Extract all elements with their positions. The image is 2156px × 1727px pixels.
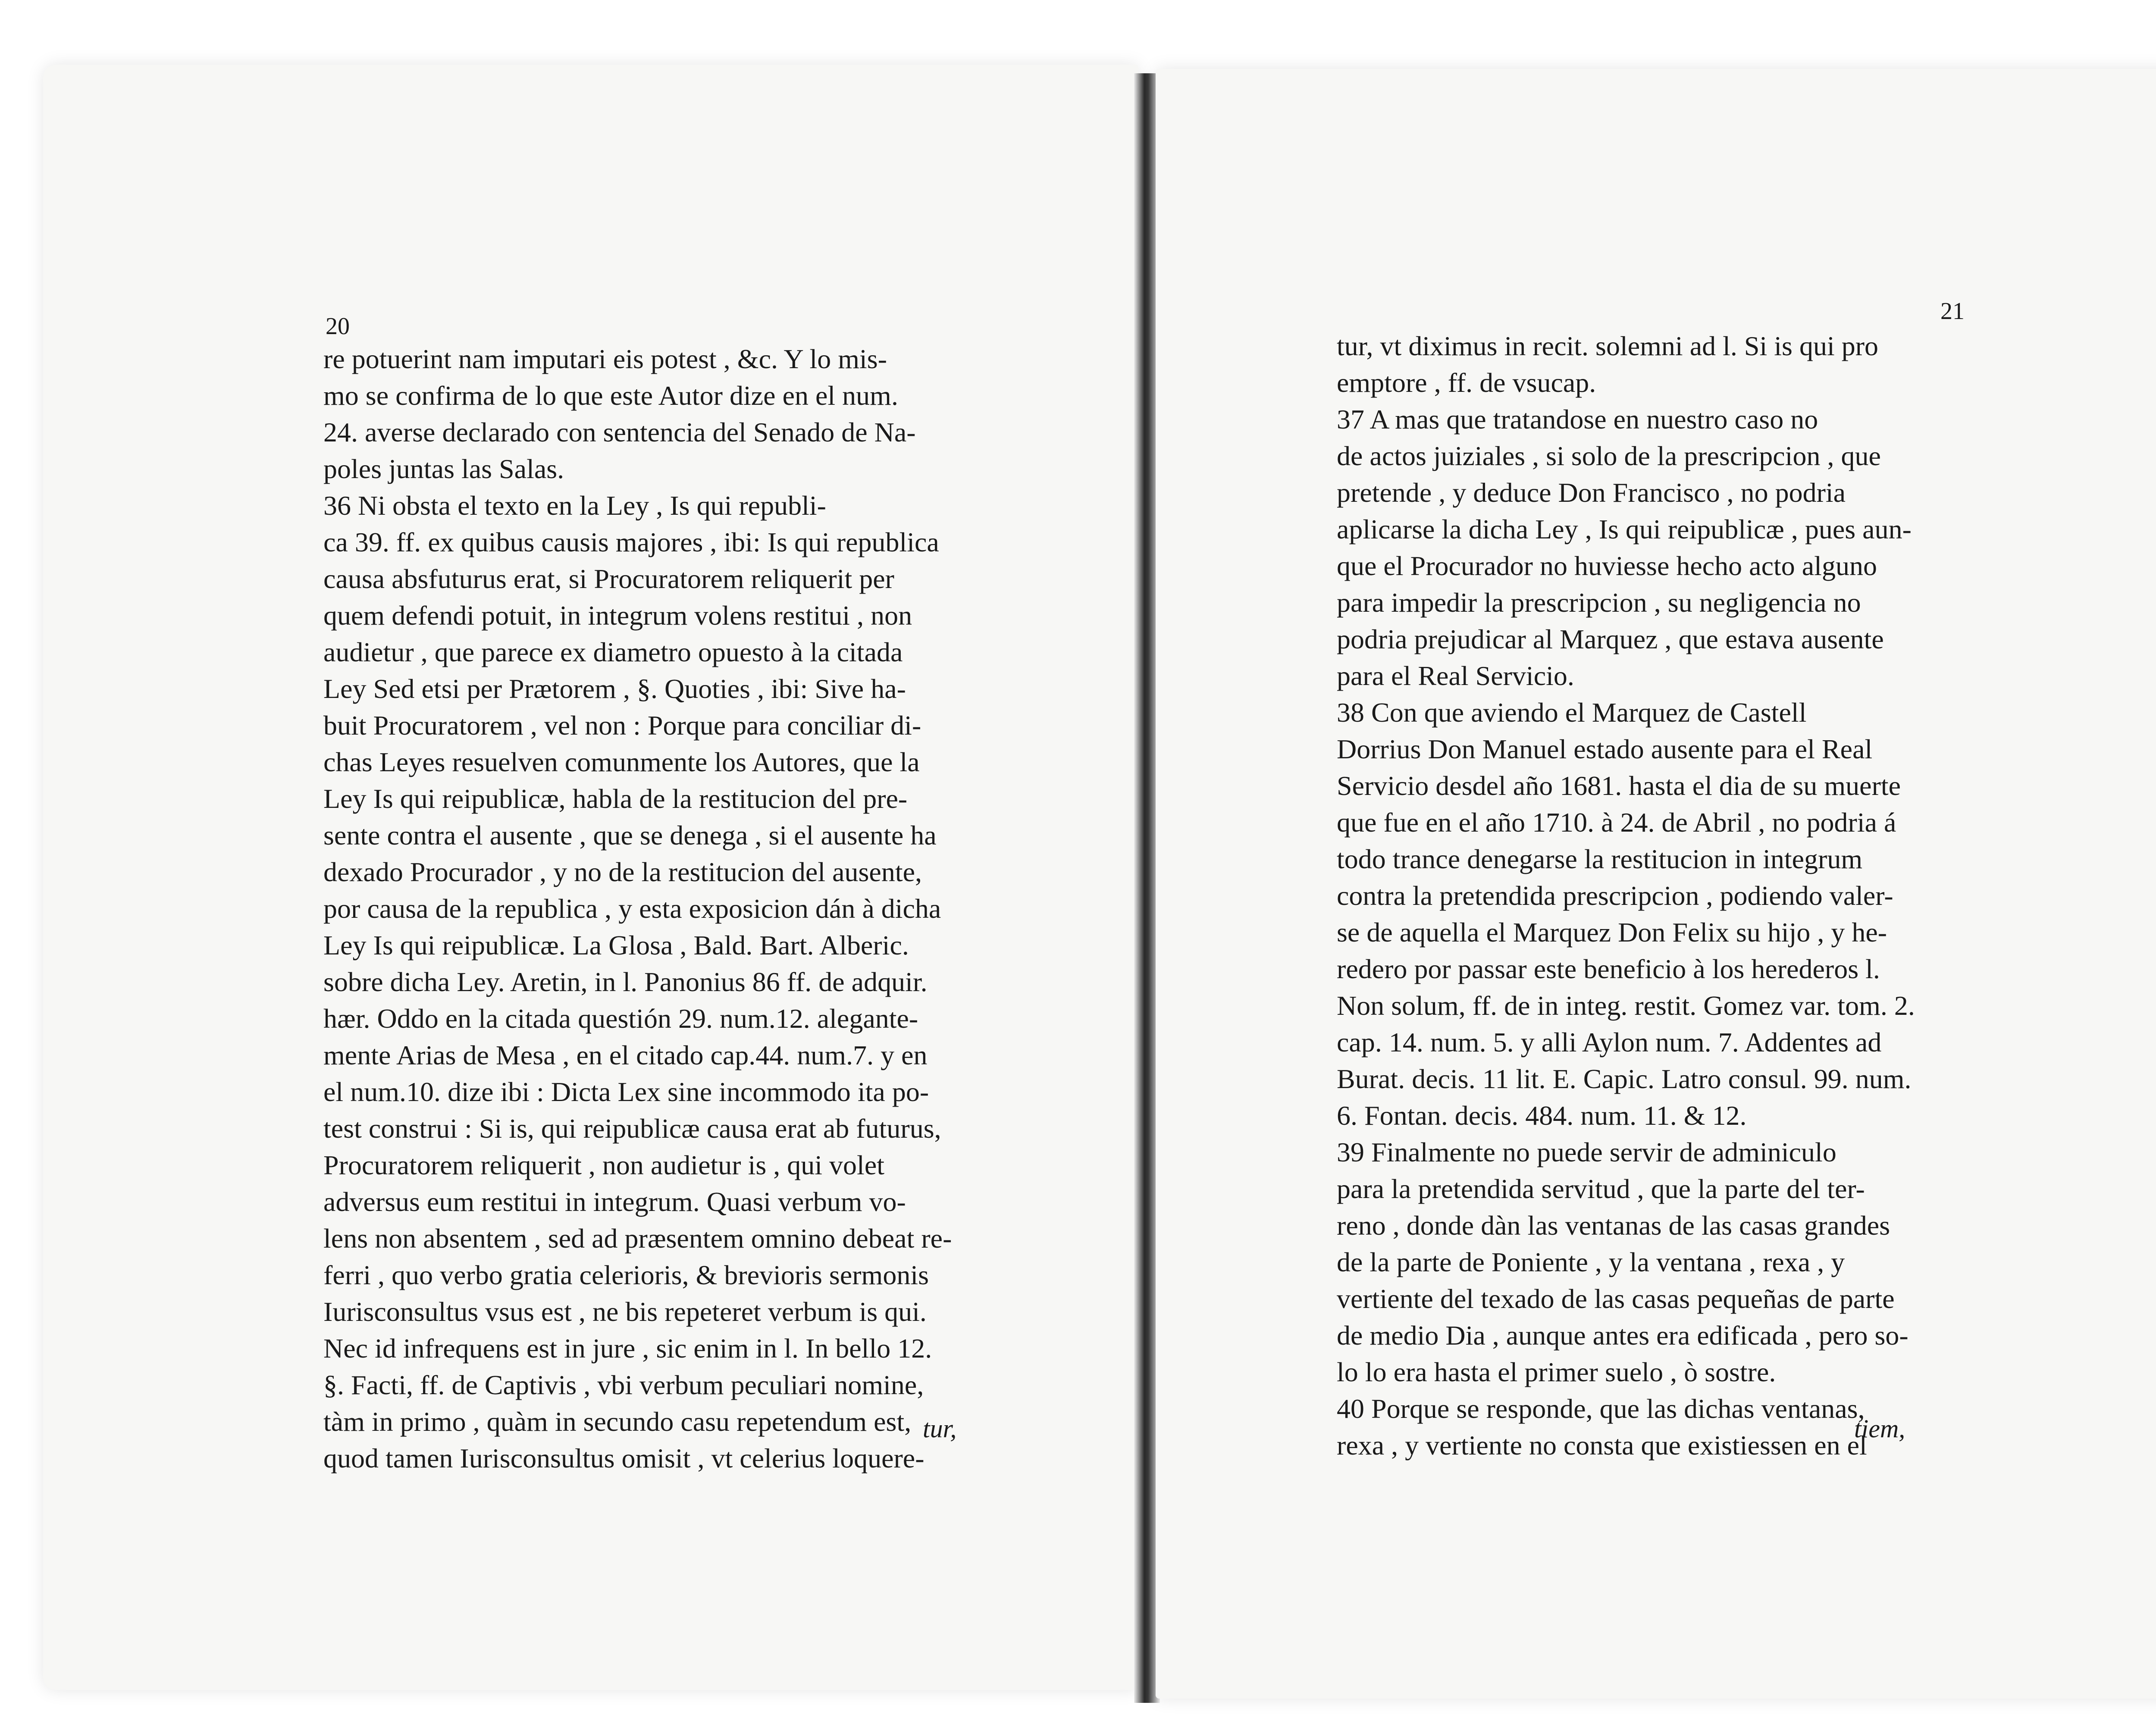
text-line: Ley Is qui reipublicæ, habla de la restitucion del pre-: [323, 783, 908, 814]
text-line: tàm in primo , quàm in secundo casu repetendum est,: [323, 1406, 912, 1437]
text-line: el num.10. dize ibi : Dicta Lex sine incommodo ita po-: [323, 1076, 929, 1107]
text-line: poles juntas las Salas.: [323, 454, 564, 484]
text-line: contra la pretendida prescripcion , podiendo valer-: [1337, 880, 1893, 911]
text-line: por causa de la republica , y esta exposicion dán à dicha: [323, 893, 941, 924]
page-number-left: 20: [326, 313, 350, 340]
text-line: 24. averse declarado con sentencia del Senado de Na-: [323, 417, 916, 447]
page-number-right: 21: [1940, 298, 1965, 325]
text-line: que fue en el año 1710. à 24. de Abril , no podria á: [1337, 807, 1896, 838]
catchword-right: tiem,: [1854, 1414, 1905, 1443]
text-line: chas Leyes resuelven comunmente los Autores, que la: [323, 747, 920, 777]
text-line: lo lo era hasta el primer suelo , ò sostre.: [1337, 1357, 1776, 1387]
text-line: 40 Porque se responde, que las dichas ventanas,: [1337, 1393, 1865, 1424]
text-line: Non solum, ff. de in integ. restit. Gomez var. tom. 2.: [1337, 990, 1915, 1021]
text-line: rexa , y vertiente no consta que existiessen en el: [1337, 1430, 1867, 1461]
catchword-left: tur,: [923, 1414, 957, 1443]
text-line: Servicio desdel año 1681. hasta el dia de su muerte: [1337, 770, 1901, 801]
left-page-text: [323, 341, 1035, 1477]
text-line: quod tamen Iurisconsultus omisit , vt celerius loquere-: [323, 1443, 924, 1474]
text-line: para la pretendida servitud , que la parte del ter-: [1337, 1173, 1865, 1204]
text-line: hær. Oddo en la citada questión 29. num.12. alegante-: [323, 1003, 918, 1034]
text-line: sobre dicha Ley. Aretin, in l. Panonius 86 ff. de adquir.: [323, 967, 928, 997]
text-line: 39 Finalmente no puede servir de adminiculo: [1337, 1137, 1836, 1167]
text-line: vertiente del texado de las casas pequeñas de parte: [1337, 1283, 1895, 1314]
text-line: 37 A mas que tratandose en nuestro caso no: [1337, 404, 1818, 435]
text-line: cap. 14. num. 5. y alli Aylon num. 7. Addentes ad: [1337, 1027, 1882, 1057]
text-line: Ley Sed etsi per Prætorem , §. Quoties , ibi: Sive ha-: [323, 673, 906, 704]
text-line: buit Procuratorem , vel non : Porque para conciliar di-: [323, 710, 921, 741]
text-line: Procuratorem reliquerit , non audietur is , qui volet: [323, 1150, 884, 1180]
text-line: 38 Con que aviendo el Marquez de Castell: [1337, 697, 1807, 728]
text-line: tur, vt diximus in recit. solemni ad l. Si is qui pro: [1337, 331, 1879, 361]
text-line: para el Real Servicio.: [1337, 660, 1574, 691]
right-page-text: [1337, 328, 2070, 1464]
text-line: lens non absentem , sed ad præsentem omnino debeat re-: [323, 1223, 952, 1254]
text-line: quem defendi potuit, in integrum volens restitui , non: [323, 600, 912, 631]
text-line: causa absfuturus erat, si Procuratorem reliquerit per: [323, 563, 894, 594]
text-line: mente Arias de Mesa , en el citado cap.44. num.7. y en: [323, 1040, 928, 1070]
text-line: 6. Fontan. decis. 484. num. 11. & 12.: [1337, 1100, 1747, 1131]
text-line: emptore , ff. de vsucap.: [1337, 367, 1596, 398]
text-line: adversus eum restitui in integrum. Quasi verbum vo-: [323, 1186, 906, 1217]
right-page: [1156, 69, 2156, 1699]
text-line: aplicarse la dicha Ley , Is qui reipublicæ , pues aun-: [1337, 514, 1912, 544]
text-line: Iurisconsultus vsus est , ne bis repeteret verbum is qui.: [323, 1296, 927, 1327]
text-line: §. Facti, ff. de Captivis , vbi verbum peculiari nomine,: [323, 1370, 924, 1400]
text-line: que el Procurador no huviesse hecho acto alguno: [1337, 551, 1877, 581]
text-line: ca 39. ff. ex quibus causis majores , ibi: Is qui republica: [323, 527, 939, 557]
text-line: reno , donde dàn las ventanas de las casas grandes: [1337, 1210, 1890, 1241]
text-line: re potuerint nam imputari eis potest , &c. Y lo mis-: [323, 344, 887, 374]
text-line: podria prejudicar al Marquez , que estava ausente: [1337, 624, 1884, 654]
text-line: Dorrius Don Manuel estado ausente para el Real: [1337, 734, 1873, 764]
text-line: pretende , y deduce Don Francisco , no podria: [1337, 477, 1846, 508]
text-line: de actos juiziales , si solo de la prescripcion , que: [1337, 441, 1881, 471]
text-line: Burat. decis. 11 lit. E. Capic. Latro consul. 99. num.: [1337, 1064, 1912, 1094]
text-line: de la parte de Poniente , y la ventana , rexa , y: [1337, 1247, 1845, 1277]
text-line: dexado Procurador , y no de la restitucion del ausente,: [323, 857, 922, 887]
text-line: se de aquella el Marquez Don Felix su hijo , y he-: [1337, 917, 1887, 948]
text-line: test construi : Si is, qui reipublicæ causa erat ab futurus,: [323, 1113, 941, 1144]
text-line: sente contra el ausente , que se denega , si el ausente ha: [323, 820, 937, 851]
left-page: [43, 65, 1138, 1690]
text-line: Ley Is qui reipublicæ. La Glosa , Bald. Bart. Alberic.: [323, 930, 909, 960]
text-line: todo trance denegarse la restitucion in integrum: [1337, 844, 1863, 874]
text-line: audietur , que parece ex diametro opuesto à la citada: [323, 637, 903, 667]
text-line: ferri , quo verbo gratia celerioris, & brevioris sermonis: [323, 1260, 929, 1290]
text-line: Nec id infrequens est in jure , sic enim in l. In bello 12.: [323, 1333, 932, 1364]
text-line: de medio Dia , aunque antes era edificada , pero so-: [1337, 1320, 1908, 1351]
text-line: mo se confirma de lo que este Autor dize en el num.: [323, 380, 898, 411]
text-line: redero por passar este beneficio à los herederos l.: [1337, 954, 1880, 984]
text-line: para impedir la prescripcion , su negligencia no: [1337, 587, 1861, 618]
text-line: 36 Ni obsta el texto en la Ley , Is qui republi-: [323, 490, 826, 521]
